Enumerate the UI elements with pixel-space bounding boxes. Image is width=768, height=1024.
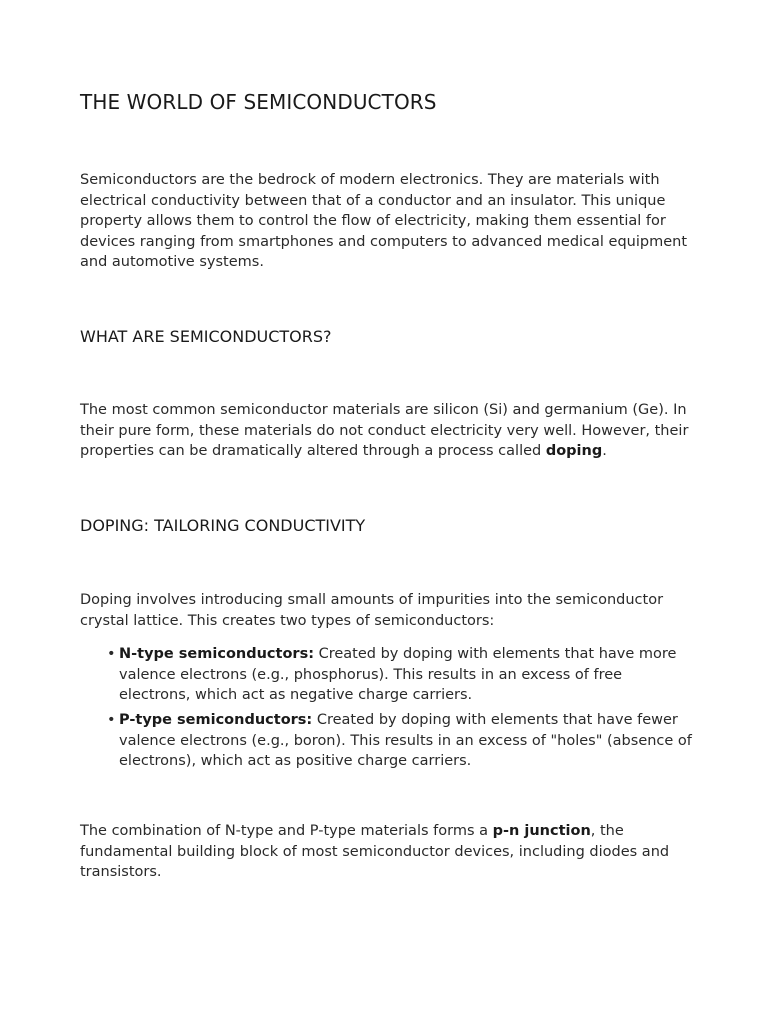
doping-paragraph: Doping involves introducing small amounts of impurities into the semiconductor crystal lattice. This creates two types of semiconductors: <box>80 592 664 629</box>
bullet-icon: • <box>107 712 116 729</box>
pn-junction-paragraph <box>80 821 692 883</box>
list-item-p-type <box>80 710 692 772</box>
pn-junction-text: The combination of N-type and P-type materials forms a <box>80 823 493 839</box>
section-heading-what-are: WHAT ARE SEMICONDUCTORS? <box>80 327 332 346</box>
page-title: THE WORLD OF SEMICONDUCTORS <box>80 90 437 114</box>
semiconductor-types-list <box>80 644 692 777</box>
n-type-term: N-type semiconductors: <box>119 646 314 662</box>
list-item-n-type <box>80 644 692 706</box>
pn-junction-text-end: , the fundamental building block of most semiconductor devices, including diodes and transistors. <box>80 823 670 881</box>
materials-text: The most common semiconductor materials are silicon (Si) and germanium (Ge). In their pure form, these materials do not conduct electricity very well. However, their properties can be dramatically altered through a process called <box>80 402 689 460</box>
n-type-description: Created by doping with elements that have more valence electrons (e.g., phosphorus). This results in an excess of free electrons, which act as negative charge carriers. <box>119 646 677 704</box>
p-type-term: P-type semiconductors: <box>119 712 313 729</box>
bullet-icon: • <box>107 646 116 662</box>
materials-paragraph <box>80 400 692 462</box>
section-heading-doping: DOPING: TAILORING CONDUCTIVITY <box>80 516 366 535</box>
pn-junction-term: p-n junction <box>492 823 591 839</box>
materials-text-end: . <box>602 443 607 460</box>
intro-paragraph: Semiconductors are the bedrock of modern electronics. They are materials with electrical conductivity between that of a conductor and an insulator. This unique property allows them to control the flow of electricity, making them essential for devices ranging from smartphones and computers to advanced medical equipment and automotive systems. <box>80 172 688 271</box>
p-type-description: Created by doping with elements that have fewer valence electrons (e.g., boron). This results in an excess of "holes" (absence of electrons), which act as positive charge carriers. <box>119 712 692 770</box>
doping-term: doping <box>545 443 603 460</box>
